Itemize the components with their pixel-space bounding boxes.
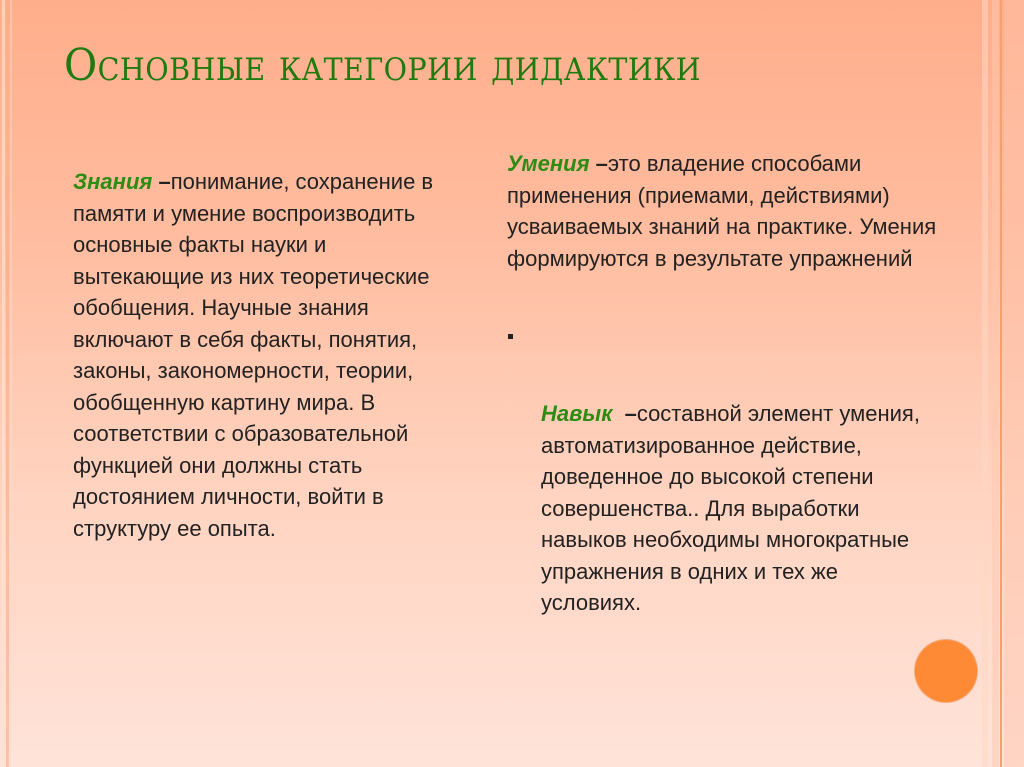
habit-text: составной элемент умения, автоматизированное действие, доведенное до высокой степени совершенства.. Для выработки навыков необходимы многократные упражнения в одних и тех же условиях. bbox=[541, 401, 920, 615]
right-frame-line bbox=[1000, 0, 1002, 767]
knowledge-dash: – bbox=[152, 169, 171, 194]
knowledge-text: понимание, сохранение в памяти и умение воспроизводить основные факты науки и вытекающие из них теоретические обобщения. Научные знания включают в себя факты, понятия, законы, закономерности, теории, обобщенную картину мира. В соответствии с образовательной функцией они должны стать достоянием личности, войти в структуру ее опыта. bbox=[73, 169, 434, 541]
skills-dash: – bbox=[589, 151, 608, 176]
skills-text: это владение способами применения (приемами, действиями) усваиваемых знаний на практике. Умения формируются в результате упражнений bbox=[507, 151, 937, 271]
right-frame-stripe bbox=[992, 0, 999, 767]
left-frame-stripe bbox=[10, 0, 12, 767]
right-frame-stripe bbox=[1004, 0, 1024, 767]
left-frame-stripe bbox=[6, 0, 9, 767]
stray-period-mark bbox=[508, 334, 513, 339]
knowledge-term: Знания bbox=[73, 169, 153, 194]
left-frame-stripe bbox=[2, 0, 5, 767]
skills-definition bbox=[507, 148, 967, 274]
habit-dash: – bbox=[612, 401, 637, 426]
habit-definition bbox=[541, 398, 921, 619]
knowledge-definition bbox=[73, 166, 463, 544]
habit-term: Навык bbox=[541, 401, 613, 426]
right-frame-stripe bbox=[982, 0, 988, 767]
slide-title: Основные категории дидактики bbox=[64, 40, 702, 91]
orange-circle-icon bbox=[915, 640, 977, 702]
skills-term: Умения bbox=[507, 151, 590, 176]
